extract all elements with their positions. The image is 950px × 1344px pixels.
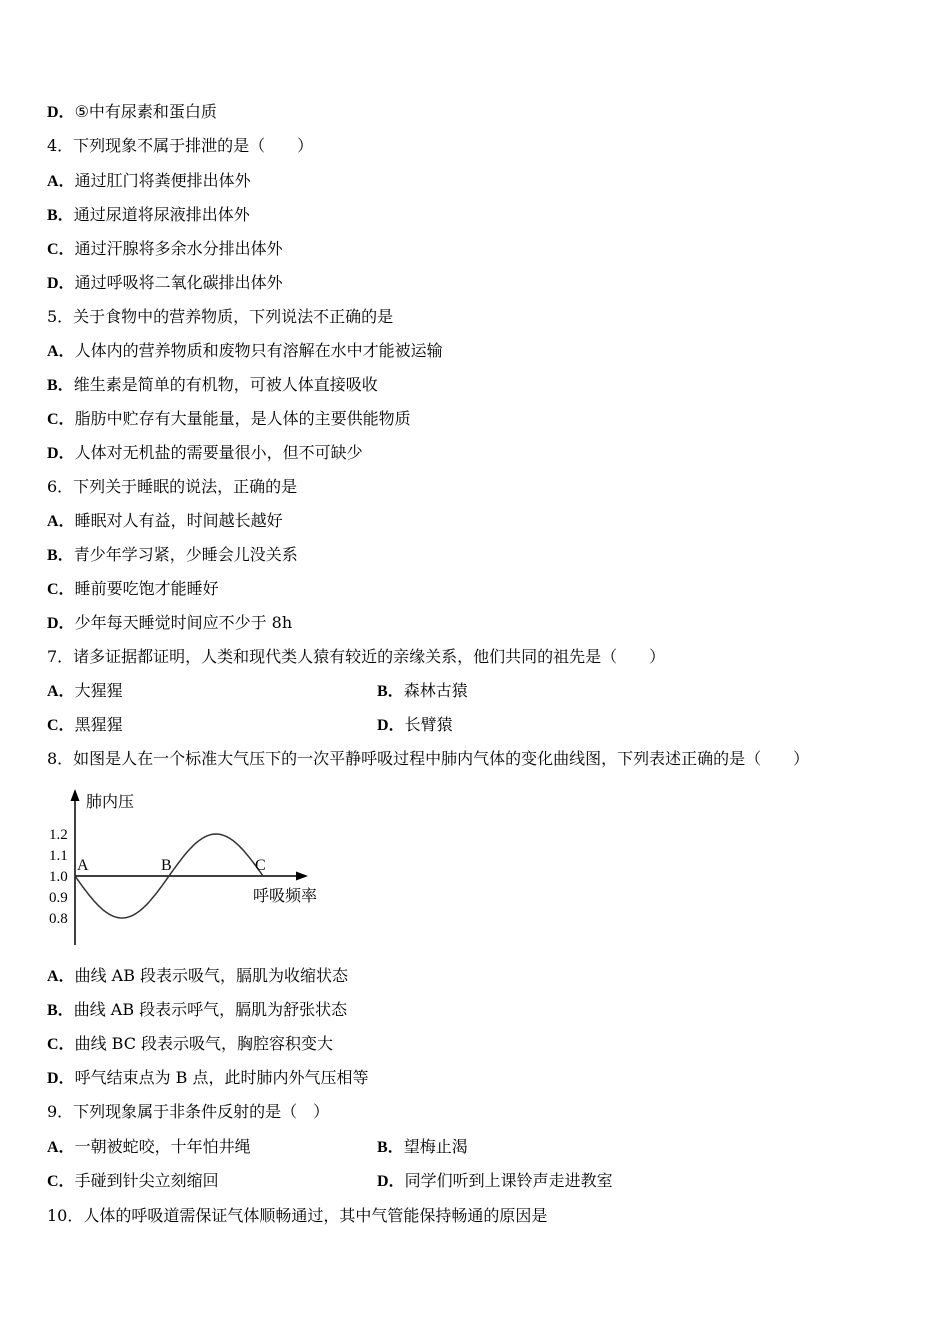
option-text: 长臂猿 [404, 715, 453, 734]
option-letter: B． [377, 683, 404, 700]
option-text: 脂肪中贮存有大量能量，是人体的主要供能物质 [74, 409, 411, 428]
q8-stem: 8．如图是人在一个标准大气压下的一次平静呼吸过程中肺内气体的变化曲线图，下列表述正确的是（ ） [47, 749, 810, 768]
option-text: 黑猩猩 [74, 715, 123, 734]
q8-option-c [47, 1034, 333, 1055]
option-text: 曲线 BC 段表示吸气，胸腔容积变大 [74, 1034, 334, 1053]
q5-option-c [47, 409, 411, 430]
option-letter: D． [47, 275, 75, 292]
option-letter: D． [47, 104, 75, 121]
point-label-a: A [77, 857, 89, 874]
q7-option-b [377, 681, 468, 702]
option-text: 一朝被蛇咬，十年怕井绳 [74, 1137, 251, 1156]
option-text: 睡眠对人有益，时间越长越好 [74, 511, 283, 530]
point-label-c: C [255, 857, 266, 874]
q10-stem: 10．人体的呼吸道需保证气体顺畅通过，其中气管能保持畅通的原因是 [47, 1206, 548, 1225]
q5-option-b [47, 375, 378, 396]
option-letter: C． [47, 717, 75, 734]
option-letter: C． [47, 411, 75, 428]
option-text: 森林古猿 [403, 681, 468, 700]
q4-option-c [47, 239, 283, 260]
option-letter: A． [47, 173, 75, 190]
option-text: 通过呼吸将二氧化碳排出体外 [74, 273, 283, 292]
option-letter: C． [47, 581, 75, 598]
option-letter: A． [47, 513, 75, 530]
option-text: 人体对无机盐的需要量很小，但不可缺少 [74, 443, 363, 462]
option-text: 同学们听到上课铃声走进教室 [404, 1171, 613, 1190]
y-tick-label: 1.1 [49, 848, 68, 864]
option-letter: D． [377, 717, 405, 734]
q9-stem: 9．下列现象属于非条件反射的是（ ） [47, 1102, 330, 1121]
option-text: 手碰到针尖立刻缩回 [74, 1171, 219, 1190]
q9-option-a [47, 1137, 251, 1158]
option-letter: C． [47, 241, 75, 258]
option-letter: C． [47, 1036, 75, 1053]
option-text: 大猩猩 [74, 681, 123, 700]
q4-option-b [47, 205, 250, 226]
option-letter: A． [47, 683, 75, 700]
option-letter: A． [47, 1139, 75, 1156]
q6-option-a [47, 511, 283, 532]
y-tick-label: 1.0 [49, 869, 68, 885]
option-text: 少年每天睡觉时间应不少于 8h [74, 613, 293, 632]
q8-option-b [47, 1000, 347, 1021]
option-text: 曲线 AB 段表示吸气，膈肌为收缩状态 [74, 966, 349, 985]
q9-option-b [377, 1137, 468, 1158]
q3-option-d [47, 102, 217, 123]
q9-option-c [47, 1171, 219, 1192]
option-text: ⑤中有尿素和蛋白质 [74, 102, 217, 121]
option-text: 呼气结束点为 B 点，此时肺内外气压相等 [74, 1068, 369, 1087]
q8-option-a [47, 966, 348, 987]
y-tick-label: 0.9 [49, 890, 68, 906]
lung-pressure-chart [40, 785, 340, 955]
y-tick-label: 1.2 [49, 827, 68, 843]
x-axis-label: 呼吸频率 [253, 888, 318, 905]
option-text: 青少年学习紧，少睡会儿没关系 [73, 545, 298, 564]
option-text: 通过肛门将粪便排出体外 [74, 171, 251, 190]
option-text: 人体内的营养物质和废物只有溶解在水中才能被运输 [74, 341, 443, 360]
q9-option-d [377, 1171, 613, 1192]
y-axis-label: 肺内压 [86, 794, 135, 811]
option-letter: D． [47, 445, 75, 462]
option-letter: D． [47, 615, 75, 632]
option-text: 通过汗腺将多余水分排出体外 [74, 239, 283, 258]
option-text: 望梅止渴 [403, 1137, 468, 1156]
option-letter: A． [47, 343, 75, 360]
option-text: 维生素是简单的有机物，可被人体直接吸收 [73, 375, 378, 394]
option-letter: B． [47, 547, 74, 564]
option-text: 通过尿道将尿液排出体外 [73, 205, 250, 224]
q6-option-d [47, 613, 292, 634]
q7-option-d [377, 715, 453, 736]
option-text: 睡前要吃饱才能睡好 [74, 579, 219, 598]
option-letter: D． [377, 1173, 405, 1190]
q4-option-d [47, 273, 283, 294]
q8-option-d [47, 1068, 369, 1089]
option-letter: B． [47, 377, 74, 394]
option-letter: D． [47, 1070, 75, 1087]
q5-option-a [47, 341, 443, 362]
option-letter: B． [377, 1139, 404, 1156]
point-label-b: B [161, 857, 172, 874]
option-text: 曲线 AB 段表示呼气，膈肌为舒张状态 [73, 1000, 348, 1019]
q6-stem: 6．下列关于睡眠的说法，正确的是 [47, 477, 298, 496]
q7-stem: 7．诸多证据都证明，人类和现代类人猿有较近的亲缘关系，他们共同的祖先是（ ） [47, 647, 666, 666]
q7-option-a [47, 681, 123, 702]
q5-stem: 5．关于食物中的营养物质，下列说法不正确的是 [47, 307, 394, 326]
q6-option-c [47, 579, 219, 600]
q4-stem: 4．下列现象不属于排泄的是（ ） [47, 136, 314, 155]
y-tick-label: 0.8 [49, 911, 68, 927]
option-letter: A． [47, 968, 75, 985]
option-letter: B． [47, 207, 74, 224]
q5-option-d [47, 443, 363, 464]
q4-option-a [47, 171, 251, 192]
q6-option-b [47, 545, 298, 566]
q7-option-c [47, 715, 123, 736]
option-letter: B． [47, 1002, 74, 1019]
option-letter: C． [47, 1173, 75, 1190]
